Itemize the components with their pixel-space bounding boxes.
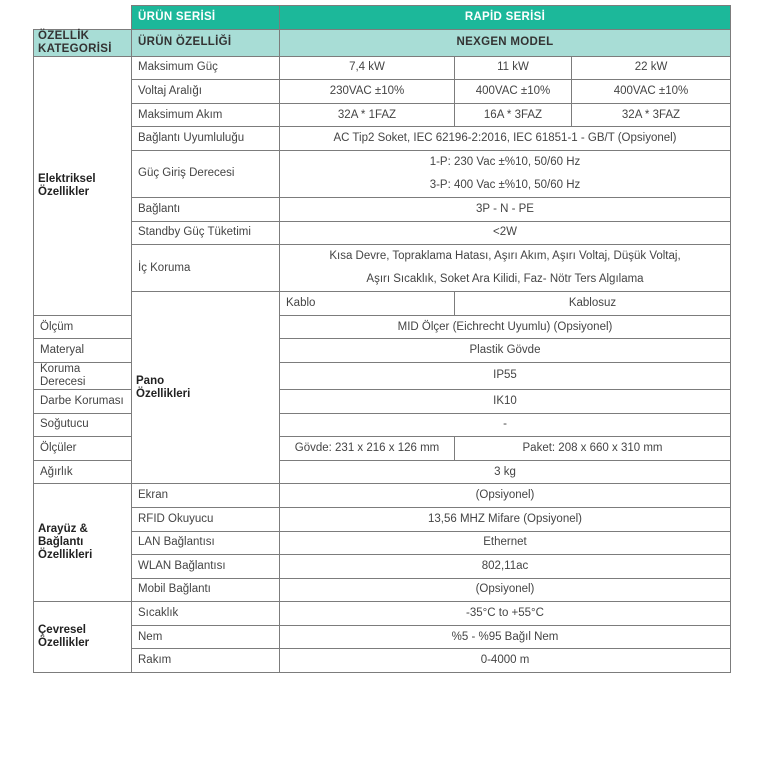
category-interface-line2: Bağlantı [38,536,84,549]
impact-label: Darbe Koruması [34,389,132,413]
impact-value: IK10 [280,389,731,413]
series-value: RAPİD SERİSİ [280,6,731,30]
max-current-v1: 32A * 1FAZ [280,103,455,127]
screen-value: (Opsiyonel) [280,484,731,508]
category-environment-line2: Özellikler [38,637,90,650]
blank-corner [34,6,132,30]
material-value: Plastik Gövde [280,339,731,363]
cooling-label: Soğutucu [34,413,132,437]
metering-label: Ölçüm [34,315,132,339]
lan-label: LAN Bağlantısı [132,531,280,555]
max-current-v3: 32A * 3FAZ [572,103,731,127]
model-value: NEXGEN MODEL [280,29,731,56]
spec-table [33,5,731,673]
table-row [34,555,731,579]
altitude-value: 0-4000 m [280,649,731,673]
voltage-label: Voltaj Aralığı [132,80,280,104]
standby-label: Standby Güç Tüketimi [132,221,280,245]
metering-value: MID Ölçer (Eichrecht Uyumlu) (Opsiyonel) [280,315,731,339]
cooling-value: - [280,413,731,437]
rfid-label: RFID Okuyucu [132,507,280,531]
temperature-label: Sıcaklık [132,602,280,626]
category-electrical-line2: Özellikler [38,185,90,198]
altitude-label: Rakım [132,649,280,673]
ip-label: Koruma Derecesi [34,362,132,389]
screen-label: Ekran [132,484,280,508]
compat-label: Bağlantı Uyumluluğu [132,127,280,151]
weight-value: 3 kg [280,460,731,484]
power-input-line1: 1-P: 230 Vac ±%10, 50/60 Hz [429,155,581,168]
max-current-label: Maksimum Akım [132,103,280,127]
table-row [34,602,731,626]
power-input-label: Güç Giriş Derecesi [132,150,280,197]
max-power-11kw: 11 kW [455,56,572,80]
material-label: Materyal [34,339,132,363]
rfid-value: 13,56 MHZ Mifare (Opsiyonel) [280,507,731,531]
category-environment-line1: Çevresel [38,624,86,637]
power-input-line2: 3-P: 400 Vac ±%10, 50/60 Hz [429,178,581,191]
table-row [34,197,731,221]
category-panel-line2: Özellikleri [136,387,191,400]
max-power-label: Maksimum Güç [132,56,280,80]
cable-value: Kablosuz [455,292,731,316]
table-row [34,649,731,673]
humidity-label: Nem [132,625,280,649]
dimensions-package: Paket: 208 x 660 x 310 mm [455,437,731,461]
temperature-value: -35°C to +55°C [280,602,731,626]
header-row-model [34,29,731,56]
table-row [34,56,731,80]
wlan-value: 802,11ac [280,555,731,579]
protection-value [280,245,731,292]
feature-label: ÜRÜN ÖZELLİĞİ [132,29,280,56]
category-interface-line1: Arayüz & [38,523,88,536]
weight-label: Ağırlık [34,460,132,484]
category-electrical [34,56,132,315]
table-row [34,625,731,649]
connection-value: 3P - N - PE [280,197,731,221]
cable-label: Kablo [280,292,455,316]
table-row [34,531,731,555]
protection-line1: Kısa Devre, Topraklama Hatası, Aşırı Akım, Aşırı Voltaj, Düşük Voltaj, [329,250,681,263]
table-row [34,507,731,531]
category-environment [34,602,132,673]
voltage-v2: 400VAC ±10% [455,80,572,104]
category-label-line2: KATEGORİSİ [38,42,112,55]
humidity-value: %5 - %95 Bağıl Nem [280,625,731,649]
series-label: ÜRÜN SERİSİ [132,6,280,30]
category-electrical-line1: Elektriksel [38,172,96,185]
table-row [34,80,731,104]
table-row [34,103,731,127]
category-label-line1: ÖZELLİK [38,29,90,42]
table-row [34,578,731,602]
protection-line2: Aşırı Sıcaklık, Soket Ara Kilidi, Faz- Nötr Ters Algılama [366,273,644,286]
dimensions-body: Gövde: 231 x 216 x 126 mm [280,437,455,461]
max-power-7kw: 7,4 kW [280,56,455,80]
mobile-label: Mobil Bağlantı [132,578,280,602]
header-row-series [34,6,731,30]
voltage-v3: 400VAC ±10% [572,80,731,104]
lan-value: Ethernet [280,531,731,555]
ip-value: IP55 [280,362,731,389]
power-input-value [280,150,731,197]
table-row [34,127,731,151]
max-current-v2: 16A * 3FAZ [455,103,572,127]
category-interface-line3: Özellikleri [38,549,93,562]
connection-label: Bağlantı [132,197,280,221]
voltage-v1: 230VAC ±10% [280,80,455,104]
standby-value: <2W [280,221,731,245]
category-interface [34,484,132,602]
table-row [34,150,731,197]
table-row [34,484,731,508]
compat-value: AC Tip2 Soket, IEC 62196-2:2016, IEC 61851-1 - GB/T (Opsiyonel) [280,127,731,151]
category-column-label [34,29,132,56]
table-row [34,221,731,245]
max-power-22kw: 22 kW [572,56,731,80]
category-panel [132,292,280,484]
table-row [34,245,731,292]
mobile-value: (Opsiyonel) [280,578,731,602]
dimensions-label: Ölçüler [34,437,132,461]
table-row [34,292,731,316]
category-panel-line1: Pano [136,374,165,387]
wlan-label: WLAN Bağlantısı [132,555,280,579]
protection-label: İç Koruma [132,245,280,292]
